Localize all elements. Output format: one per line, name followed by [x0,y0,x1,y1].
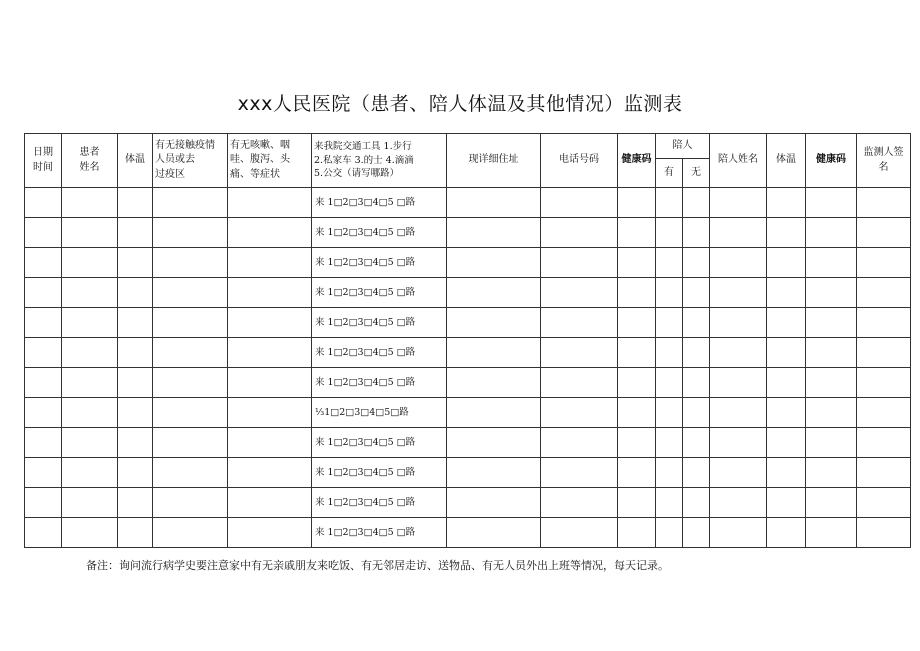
cell-health-code[interactable] [618,398,656,428]
table-row [25,308,911,338]
cell-monitor-sign[interactable] [857,518,911,548]
cell-patient-name[interactable] [62,218,118,248]
cell-symptoms[interactable] [228,368,312,398]
cell-phone[interactable] [541,518,618,548]
header-health-code: 健康码 [618,134,656,188]
header-companion-health-code: 健康码 [806,134,857,188]
table-row [25,278,911,308]
cell-patient-name[interactable] [62,338,118,368]
cell-address[interactable] [447,248,541,278]
cell-companion-health-code[interactable] [806,518,857,548]
cell-symptoms[interactable] [228,518,312,548]
cell-transport: 来 1□2□3□4□5 □路 [312,278,447,308]
cell-companion-name[interactable] [710,308,767,338]
cell-companion-health-code[interactable] [806,218,857,248]
cell-transport: 来 1□2□3□4□5 □路 [312,308,447,338]
cell-contact[interactable] [153,398,228,428]
cell-companion-name[interactable] [710,398,767,428]
cell-temperature[interactable] [118,518,153,548]
cell-address[interactable] [447,218,541,248]
cell-phone[interactable] [541,458,618,488]
cell-companion-health-code[interactable] [806,278,857,308]
cell-contact[interactable] [153,308,228,338]
cell-address[interactable] [447,488,541,518]
table-row [25,398,911,428]
cell-patient-name[interactable] [62,428,118,458]
cell-date-time[interactable] [25,428,62,458]
cell-companion-yes[interactable] [656,338,683,368]
cell-companion-temp[interactable] [767,308,806,338]
cell-address[interactable] [447,188,541,218]
cell-companion-no[interactable] [683,218,710,248]
cell-companion-health-code[interactable] [806,308,857,338]
footnote: 备注：询问流行病学史要注意家中有无亲戚朋友来吃饭、有无邻居走访、送物品、有无人员外出上班等情况，每天记录。 [86,559,669,572]
cell-companion-name[interactable] [710,278,767,308]
cell-companion-no[interactable] [683,188,710,218]
cell-date-time[interactable] [25,188,62,218]
cell-contact[interactable] [153,458,228,488]
cell-symptoms[interactable] [228,308,312,338]
cell-companion-health-code[interactable] [806,248,857,278]
cell-companion-temp[interactable] [767,248,806,278]
cell-symptoms[interactable] [228,218,312,248]
cell-temperature[interactable] [118,368,153,398]
cell-address[interactable] [447,458,541,488]
cell-companion-health-code[interactable] [806,458,857,488]
cell-companion-no[interactable] [683,458,710,488]
cell-date-time[interactable] [25,458,62,488]
cell-address[interactable] [447,278,541,308]
cell-symptoms[interactable] [228,188,312,218]
cell-patient-name[interactable] [62,308,118,338]
cell-companion-yes[interactable] [656,398,683,428]
table-row [25,218,911,248]
cell-patient-name[interactable] [62,458,118,488]
cell-temperature[interactable] [118,338,153,368]
cell-health-code[interactable] [618,368,656,398]
cell-health-code[interactable] [618,518,656,548]
cell-phone[interactable] [541,368,618,398]
cell-temperature[interactable] [118,188,153,218]
cell-companion-yes[interactable] [656,218,683,248]
cell-date-time[interactable] [25,248,62,278]
table-row [25,188,911,218]
cell-companion-yes[interactable] [656,308,683,338]
cell-transport: 来 1□2□3□4□5 □路 [312,338,447,368]
cell-companion-yes[interactable] [656,458,683,488]
cell-patient-name[interactable] [62,398,118,428]
table-row [25,428,911,458]
cell-address[interactable] [447,308,541,338]
cell-companion-temp[interactable] [767,278,806,308]
header-date-time: 日期 时间 [25,134,62,188]
cell-date-time[interactable] [25,278,62,308]
cell-health-code[interactable] [618,458,656,488]
cell-monitor-sign[interactable] [857,338,911,368]
cell-monitor-sign[interactable] [857,278,911,308]
cell-temperature[interactable] [118,278,153,308]
cell-contact[interactable] [153,188,228,218]
cell-companion-yes[interactable] [656,278,683,308]
cell-date-time[interactable] [25,308,62,338]
cell-date-time[interactable] [25,488,62,518]
cell-symptoms[interactable] [228,458,312,488]
cell-address[interactable] [447,518,541,548]
header-symptoms: 有无咳嗽、咽 哇、腹泻、头 痛、等症状 [228,134,312,188]
cell-companion-yes[interactable] [656,248,683,278]
cell-address[interactable] [447,428,541,458]
cell-companion-no[interactable] [683,308,710,338]
cell-companion-yes[interactable] [656,368,683,398]
cell-companion-name[interactable] [710,428,767,458]
cell-temperature[interactable] [118,428,153,458]
cell-monitor-sign[interactable] [857,308,911,338]
cell-companion-health-code[interactable] [806,488,857,518]
cell-transport: 来 1□2□3□4□5 □路 [312,488,447,518]
cell-companion-temp[interactable] [767,458,806,488]
cell-transport: ⅓1□2□3□4□5□路 [312,398,447,428]
cell-companion-temp[interactable] [767,188,806,218]
cell-companion-temp[interactable] [767,368,806,398]
cell-transport: 来 1□2□3□4□5 □路 [312,458,447,488]
cell-companion-temp[interactable] [767,428,806,458]
page-title: xxx人民医院（患者、陪人体温及其他情况）监测表 [237,93,683,115]
cell-companion-temp[interactable] [767,218,806,248]
cell-transport: 来 1□2□3□4□5 □路 [312,428,447,458]
cell-monitor-sign[interactable] [857,248,911,278]
cell-companion-health-code[interactable] [806,188,857,218]
cell-contact[interactable] [153,488,228,518]
cell-companion-no[interactable] [683,278,710,308]
header-companion-name: 陪人姓名 [710,134,767,188]
header-phone: 电话号码 [541,134,618,188]
cell-phone[interactable] [541,218,618,248]
cell-contact[interactable] [153,368,228,398]
cell-health-code[interactable] [618,488,656,518]
cell-patient-name[interactable] [62,188,118,218]
cell-monitor-sign[interactable] [857,398,911,428]
cell-companion-name[interactable] [710,188,767,218]
table-row [25,458,911,488]
cell-contact[interactable] [153,428,228,458]
header-contact: 有无接触疫情 人员或去 过疫区 [153,134,228,188]
cell-companion-health-code[interactable] [806,338,857,368]
cell-transport: 来 1□2□3□4□5 □路 [312,248,447,278]
cell-companion-temp[interactable] [767,338,806,368]
cell-patient-name[interactable] [62,278,118,308]
cell-symptoms[interactable] [228,248,312,278]
cell-phone[interactable] [541,248,618,278]
table-row [25,248,911,278]
cell-address[interactable] [447,368,541,398]
cell-monitor-sign[interactable] [857,218,911,248]
cell-transport: 来 1□2□3□4□5 □路 [312,188,447,218]
table-row [25,368,911,398]
cell-patient-name[interactable] [62,488,118,518]
cell-date-time[interactable] [25,368,62,398]
cell-companion-temp[interactable] [767,398,806,428]
cell-contact[interactable] [153,248,228,278]
cell-health-code[interactable] [618,218,656,248]
cell-health-code[interactable] [618,338,656,368]
cell-monitor-sign[interactable] [857,188,911,218]
cell-contact[interactable] [153,338,228,368]
cell-patient-name[interactable] [62,368,118,398]
cell-patient-name[interactable] [62,518,118,548]
table-row [25,338,911,368]
cell-companion-yes[interactable] [656,188,683,218]
cell-contact[interactable] [153,518,228,548]
cell-symptoms[interactable] [228,428,312,458]
header-companion: 陪人 [656,134,710,159]
cell-phone[interactable] [541,398,618,428]
cell-health-code[interactable] [618,308,656,338]
cell-phone[interactable] [541,338,618,368]
cell-symptoms[interactable] [228,488,312,518]
cell-address[interactable] [447,338,541,368]
cell-companion-name[interactable] [710,368,767,398]
header-transport: 来我院交通工具 1.步行 2.私家车 3.的士 4.滴滴 5.公交（请写哪路） [312,134,447,188]
cell-temperature[interactable] [118,458,153,488]
cell-companion-no[interactable] [683,398,710,428]
cell-companion-name[interactable] [710,218,767,248]
cell-companion-no[interactable] [683,518,710,548]
cell-transport: 来 1□2□3□4□5 □路 [312,218,447,248]
cell-temperature[interactable] [118,218,153,248]
cell-companion-health-code[interactable] [806,398,857,428]
header-monitor-sign: 监测人签 名 [857,134,911,188]
cell-phone[interactable] [541,428,618,458]
cell-companion-no[interactable] [683,248,710,278]
cell-companion-health-code[interactable] [806,368,857,398]
cell-temperature[interactable] [118,488,153,518]
cell-temperature[interactable] [118,248,153,278]
cell-companion-health-code[interactable] [806,428,857,458]
table-row [25,488,911,518]
header-companion-yes: 有 [656,159,683,188]
cell-date-time[interactable] [25,338,62,368]
cell-health-code[interactable] [618,248,656,278]
cell-temperature[interactable] [118,308,153,338]
cell-date-time[interactable] [25,218,62,248]
cell-companion-no[interactable] [683,428,710,458]
cell-companion-name[interactable] [710,248,767,278]
cell-companion-no[interactable] [683,338,710,368]
cell-phone[interactable] [541,308,618,338]
cell-monitor-sign[interactable] [857,488,911,518]
cell-companion-name[interactable] [710,458,767,488]
cell-companion-name[interactable] [710,338,767,368]
cell-companion-yes[interactable] [656,488,683,518]
monitoring-table [24,133,911,548]
header-address: 现详细住址 [447,134,541,188]
cell-monitor-sign[interactable] [857,368,911,398]
header-temperature: 体温 [118,134,153,188]
cell-companion-yes[interactable] [656,518,683,548]
cell-phone[interactable] [541,488,618,518]
cell-health-code[interactable] [618,188,656,218]
cell-monitor-sign[interactable] [857,428,911,458]
table-row [25,518,911,548]
cell-contact[interactable] [153,218,228,248]
cell-companion-temp[interactable] [767,518,806,548]
cell-monitor-sign[interactable] [857,458,911,488]
header-companion-temp: 体温 [767,134,806,188]
cell-companion-no[interactable] [683,368,710,398]
cell-symptoms[interactable] [228,398,312,428]
cell-phone[interactable] [541,278,618,308]
cell-patient-name[interactable] [62,248,118,278]
cell-transport: 来 1□2□3□4□5 □路 [312,368,447,398]
cell-companion-yes[interactable] [656,428,683,458]
cell-date-time[interactable] [25,398,62,428]
cell-temperature[interactable] [118,398,153,428]
cell-health-code[interactable] [618,428,656,458]
cell-symptoms[interactable] [228,338,312,368]
cell-companion-temp[interactable] [767,488,806,518]
cell-date-time[interactable] [25,518,62,548]
cell-companion-name[interactable] [710,488,767,518]
cell-phone[interactable] [541,188,618,218]
header-companion-no: 无 [683,159,710,188]
header-patient-name: 患者 姓名 [62,134,118,188]
cell-address[interactable] [447,398,541,428]
cell-companion-no[interactable] [683,488,710,518]
cell-transport: 来 1□2□3□4□5 □路 [312,518,447,548]
cell-contact[interactable] [153,278,228,308]
cell-symptoms[interactable] [228,278,312,308]
cell-companion-name[interactable] [710,518,767,548]
cell-health-code[interactable] [618,278,656,308]
